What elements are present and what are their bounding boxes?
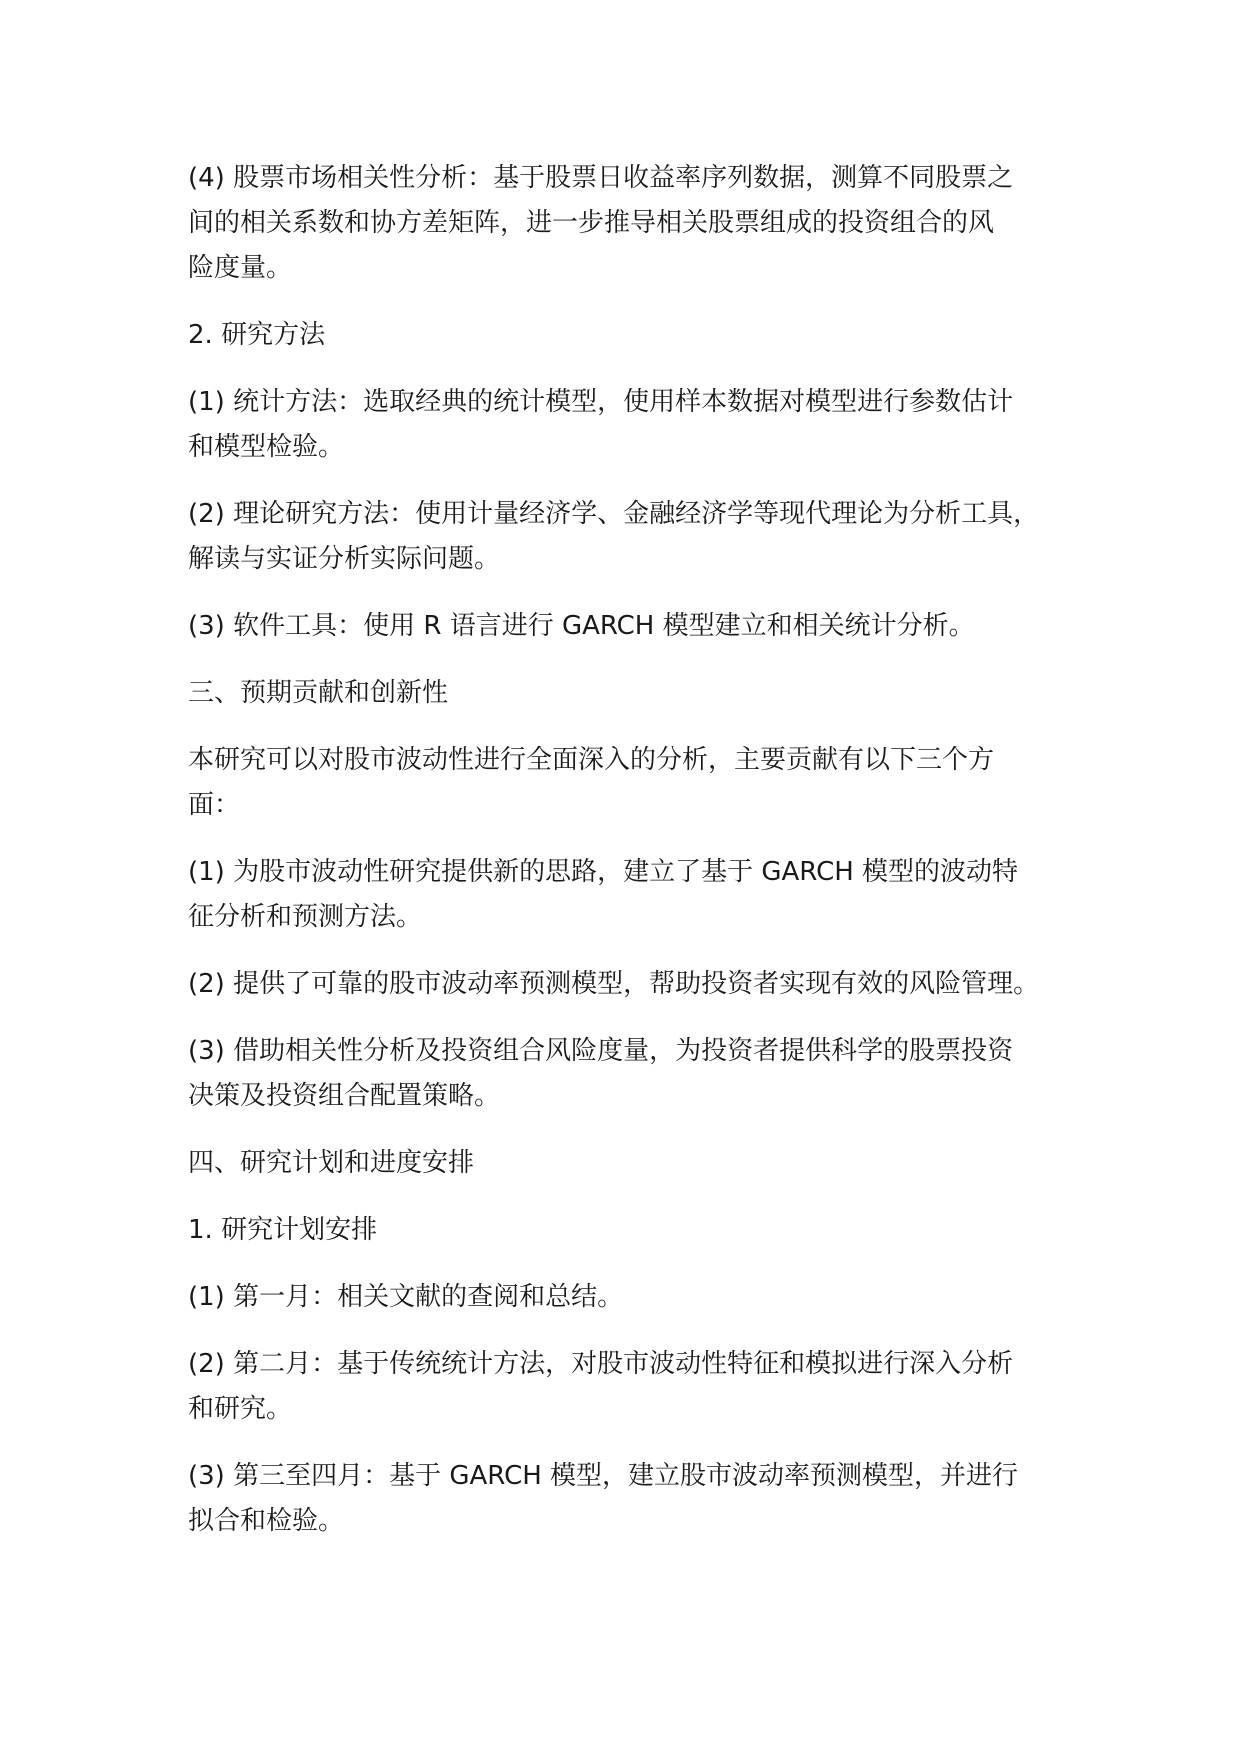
paragraph-contributions-intro [188,738,1088,828]
heading-expected-contributions [188,671,1088,716]
paragraph-stock-correlation [188,156,1088,291]
paragraph-statistical-method [188,380,1088,470]
text-line: 和研究。 [188,1394,293,1424]
text-line: 本研究可以对股市波动性进行全面深入的分析，主要贡献有以下三个方 [188,745,995,775]
heading-research-methods [188,313,1088,358]
text-line: (1) 为股市波动性研究提供新的思路，建立了基于 GARCH 模型的波动特 [188,857,1019,887]
text-line: (4) 股票市场相关性分析：基于股票日收益率序列数据，测算不同股票之 [188,163,1014,193]
text-line: 面： [188,790,241,820]
text-line: (3) 第三至四月：基于 GARCH 模型，建立股市波动率预测模型，并进行 [188,1461,1019,1491]
heading-research-plan [188,1141,1088,1186]
paragraph-contribution-1 [188,850,1088,940]
text-line: 2. 研究方法 [188,320,326,350]
paragraph-theory-method [188,492,1088,582]
text-line: (2) 理论研究方法：使用计量经济学、金融经济学等现代理论为分析工具， [188,499,1040,529]
text-line: 险度量。 [188,253,293,283]
text-line: (1) 统计方法：选取经典的统计模型，使用样本数据对模型进行参数估计 [188,387,1014,417]
paragraph-software-tools [188,604,1088,649]
text-line: 间的相关系数和协方差矩阵，进一步推导相关股票组成的投资组合的风 [188,208,995,238]
text-line: (3) 软件工具：使用 R 语言进行 GARCH 模型建立和相关统计分析。 [188,611,975,641]
text-line: 决策及投资组合配置策略。 [188,1081,501,1111]
paragraph-contribution-3 [188,1029,1088,1119]
paragraph-month-2 [188,1342,1088,1432]
text-line: 征分析和预测方法。 [188,902,423,932]
text-line: (2) 第二月：基于传统统计方法，对股市波动性特征和模拟进行深入分析 [188,1349,1014,1379]
text-line: 和模型检验。 [188,432,345,462]
heading-plan-arrangement [188,1208,1088,1253]
paragraph-contribution-2 [188,962,1088,1007]
paragraph-month-3-4 [188,1454,1088,1544]
text-line: (2) 提供了可靠的股市波动率预测模型，帮助投资者实现有效的风险管理。 [188,969,1040,999]
text-line: 四、研究计划和进度安排 [188,1148,475,1178]
text-line: 三、预期贡献和创新性 [188,678,449,708]
text-line: 拟合和检验。 [188,1506,345,1536]
text-line: (3) 借助相关性分析及投资组合风险度量，为投资者提供科学的股票投资 [188,1036,1014,1066]
text-line: 1. 研究计划安排 [188,1215,378,1245]
paragraph-month-1 [188,1275,1088,1320]
text-line: 解读与实证分析实际问题。 [188,544,501,574]
text-line: (1) 第一月：相关文献的查阅和总结。 [188,1282,624,1312]
document-body [188,156,1088,1566]
